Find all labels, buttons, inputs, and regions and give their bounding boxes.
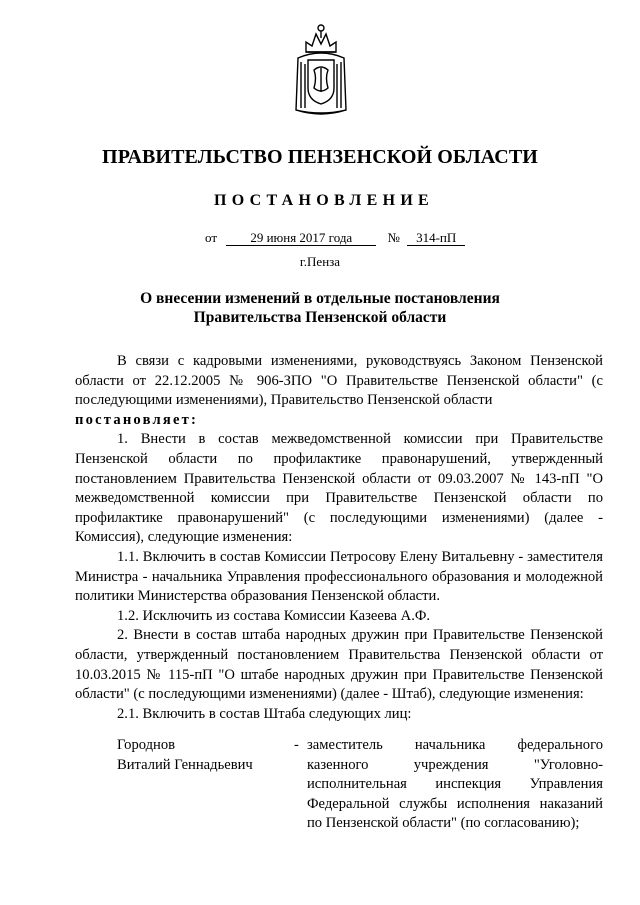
coat-of-arms-icon — [292, 18, 350, 118]
person-given-names: Виталий Геннадьевич — [117, 756, 253, 773]
paragraph-2: 2. Внести в состав штаба народных дружин при Правительстве Пензенской области, утвержденный постановлением Правительства Пензенской области от 10.03.2015 № 115-пП "О штабе народных дружин при Правительстве Пензенской области" (с последующими изменениями) (далее - Штаб), следующие изменения: — [75, 627, 603, 703]
subject-line: Правительства Пензенской области — [193, 309, 447, 326]
intro-text: В связи с кадровыми изменениями, руководствуясь Законом Пензенской области от 22.12.2005 № 906-ЗПО "О Правительстве Пензенской области" (с последующими изменениями), Правительство Пензенской области — [75, 353, 603, 409]
city: г.Пенза — [299, 254, 341, 269]
paragraph-1-2: 1.2. Исключить из состава Комиссии Казеева А.Ф. — [117, 607, 431, 624]
date-prefix: от — [205, 230, 218, 245]
issuing-authority-title: ПРАВИТЕЛЬСТВО ПЕНЗЕНСКОЙ ОБЛАСТИ — [102, 146, 538, 168]
document-number: 314-пП — [407, 231, 465, 246]
decree-word: постановляет: — [75, 411, 199, 428]
subject-line: О внесении изменений в отдельные постановления — [140, 290, 500, 307]
paragraph-1: 1. Внести в состав межведомственной комиссии при Правительстве Пензенской области по профилактике правонарушений, утвержденный постановлением Правительства Пензенской области от 09.03.2007 № 143-пП "О межведомственной комиссии при Правительстве Пензенской области по профилактике правонарушений" (с последующими изменениями) (далее - Комиссия), следующие изменения: — [75, 431, 603, 546]
number-prefix: № — [387, 230, 400, 245]
document-type: ПОСТАНОВЛЕНИЕ — [213, 192, 435, 209]
person-surname: Городнов — [117, 737, 176, 753]
document-body — [75, 352, 603, 724]
document-date: 29 июня 2017 года — [226, 231, 376, 246]
paragraph-1-1: 1.1. Включить в состав Комиссии Петросову Елену Витальевну - заместителя Министра - начальника Управления профессионального образования и молодежной политики Министерства образования Пензенской области. — [75, 548, 603, 605]
paragraph-2-1: 2.1. Включить в состав Штаба следующих лиц: — [117, 705, 412, 722]
decree-word-paragraph — [75, 411, 603, 431]
person-role: заместитель начальника федерального казенного учреждения "Уголовно-исполнительная инспекция Управления Федеральной службы исполнения наказаний по Пензенской области" (по согласованию); — [307, 737, 603, 832]
entry-dash: - — [294, 737, 299, 753]
document-subject — [0, 289, 640, 327]
intro-paragraph — [75, 352, 603, 411]
person-name — [117, 736, 297, 775]
date-number-line — [205, 230, 465, 246]
